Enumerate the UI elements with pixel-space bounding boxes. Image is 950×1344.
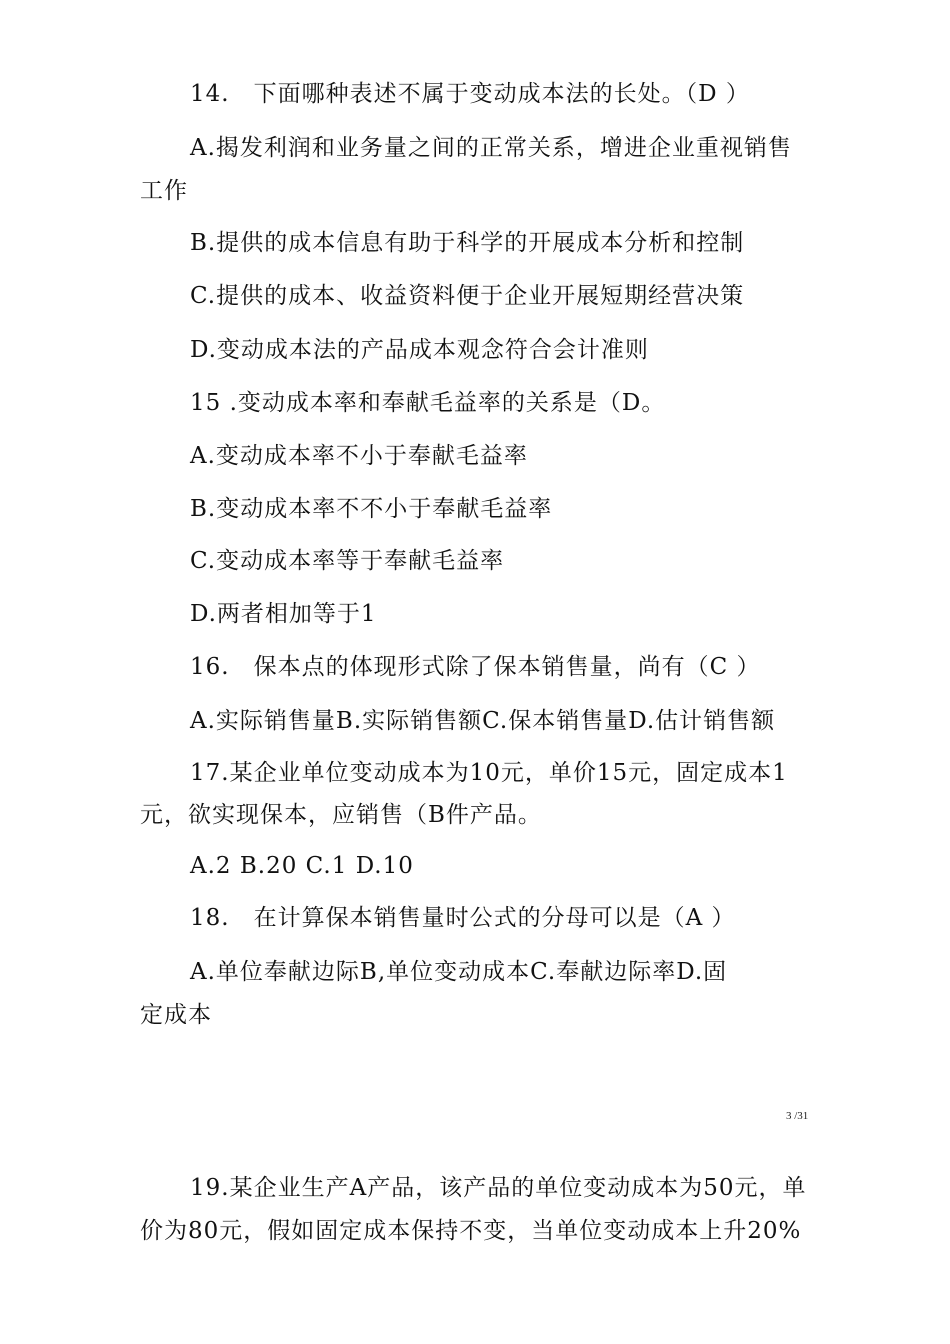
question-14-option-c: C.提供的成本、收益资料便于企业开展短期经营决策 xyxy=(190,283,745,309)
question-16-options: A.实际销售量B.实际销售额C.保本销售量D.估计销售额 xyxy=(190,708,776,734)
question-14: 14. 下面哪种表述不属于变动成本法的长处。（D ） xyxy=(190,81,750,107)
question-15-option-a: A.变动成本率不小于奉献毛益率 xyxy=(190,443,528,469)
question-17-cont: 元，欲实现保本，应销售（B件产品。 xyxy=(140,802,542,828)
question-14-option-a-cont: 工作 xyxy=(140,178,188,204)
question-18: 18. 在计算保本销售量时公式的分母可以是（A ） xyxy=(190,905,736,931)
page-number: 3 /31 xyxy=(786,1110,809,1122)
question-16: 16. 保本点的体现形式除了保本销售量，尚有（C ） xyxy=(190,654,761,680)
question-18-options: A.单位奉献边际B,单位变动成本C.奉献边际率D.固 xyxy=(190,959,728,985)
question-15-option-d: D.两者相加等于1 xyxy=(190,601,377,627)
question-14-option-d: D.变动成本法的产品成本观念符合会计准则 xyxy=(190,337,649,363)
question-14-option-b: B.提供的成本信息有助于科学的开展成本分析和控制 xyxy=(190,230,745,256)
question-19-cont: 价为80元，假如固定成本保持不变，当单位变动成本上升20% xyxy=(140,1218,802,1244)
question-15-option-c: C.变动成本率等于奉献毛益率 xyxy=(190,548,505,574)
question-17: 17.某企业单位变动成本为10元，单价15元，固定成本1 xyxy=(190,760,788,786)
question-15: 15 .变动成本率和奉献毛益率的关系是（D。 xyxy=(190,390,666,416)
question-18-options-cont: 定成本 xyxy=(140,1002,212,1028)
question-17-options: A.2 B.20 C.1 D.10 xyxy=(190,853,414,879)
question-15-option-b: B.变动成本率不不小于奉献毛益率 xyxy=(190,496,553,522)
question-14-option-a: A.揭发利润和业务量之间的正常关系，增进企业重视销售 xyxy=(190,135,792,161)
question-19: 19.某企业生产A产品，该产品的单位变动成本为50元，单 xyxy=(190,1175,807,1201)
